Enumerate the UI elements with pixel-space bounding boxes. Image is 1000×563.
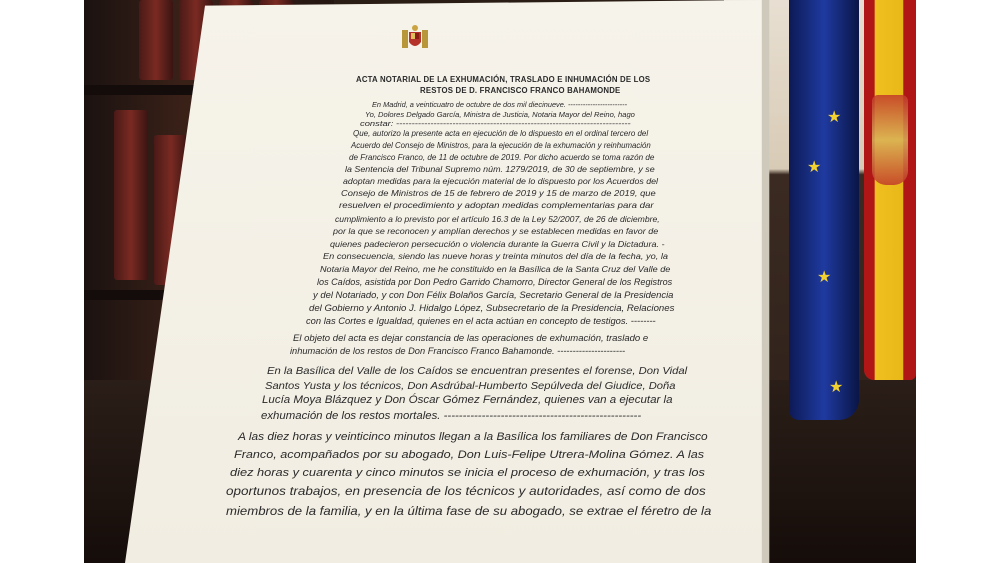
document-line: diez horas y cuarenta y cinco minutos se inicia el proceso de exhumación, y tras los (230, 467, 705, 479)
document-line: En la Basílica del Valle de los Caídos se encuentran presentes el forense, Don Vidal (267, 366, 688, 377)
document-title: ACTA NOTARIAL DE LA EXHUMACIÓN, TRASLADO E INHUMACIÓN DE LOS (356, 75, 651, 84)
document-line: oportunos trabajos, en presencia de los técnicos y autoridades, así como de dos (226, 486, 706, 498)
document-line: Notaria Mayor del Reino, me he constituido en la Basílica de la Santa Cruz del Valle de (320, 264, 671, 274)
document-line: por la que se reconocen y amplían derechos y se establecen medidas en favor de (333, 226, 659, 236)
document-line: de Francisco Franco, de 11 de octubre de 2019. Por dicho acuerdo se toma razón de (349, 153, 655, 162)
document-line: En Madrid, a veinticuatro de octubre de dos mil diecinueve. ------------------------ (372, 100, 628, 109)
document-line: Que, autorizo la presente acta en ejecución de lo dispuesto en el ordinal tercero del (353, 129, 649, 138)
document-line: miembros de la familia, y en la última fase de su abogado, se extrae el féretro de la (226, 505, 712, 518)
document-line: En consecuencia, siendo las nueve horas y treinta minutos del día de la fecha, yo, la (323, 251, 668, 261)
star-icon: ★ (807, 159, 822, 176)
document-line: constar: --------------------------------------------------------------------------- (360, 119, 631, 128)
document-line: Franco, acompañados por su abogado, Don Luis-Felipe Utrera-Molina Gómez. A las (234, 449, 705, 461)
document-line: adoptan medidas para la ejecución material de lo dispuesto por los Acuerdos del (343, 177, 659, 186)
document-line: quienes padecieron persecución o violencia durante la Guerra Civil y la Dictadura. - (330, 239, 665, 249)
document-title: RESTOS DE D. FRANCISCO FRANCO BAHAMONDE (420, 86, 621, 95)
document-line: El objeto del acta es dejar constancia de las operaciones de exhumación, traslado e (293, 332, 649, 343)
document-line: la Sentencia del Tribunal Supremo núm. 1279/2019, de 30 de septiembre, y se (345, 165, 655, 174)
document-line: con las Cortes e Igualdad, quienes en el acta actúan en concepto de testigos. -------- (306, 316, 656, 326)
document-line: los Caídos, asistida por Don Pedro Garrido Chamorro, Director General de los Registros (317, 277, 673, 287)
star-icon: ★ (817, 269, 832, 286)
document-line: del Gobierno y Antonio J. Hidalgo López, Subsecretario de la Presidencia, Relaciones (309, 303, 675, 313)
document-line: y del Notariado, y con Don Félix Bolaños García, Secretario General de la Presidencia (313, 290, 674, 300)
document-line: Acuerdo del Consejo de Ministros, para la ejecución de la exhumación y reinhumación (351, 141, 651, 150)
document-line: A las diez horas y veinticinco minutos llegan a la Basílica los familiares de Don Francisco (238, 431, 708, 443)
document-line: Yo, Dolores Delgado García, Ministra de Justicia, Notaria Mayor del Reino, hago (365, 110, 635, 119)
star-icon: ★ (829, 379, 844, 396)
document-line: resuelven el procedimiento y adoptan medidas complementarias para dar (339, 201, 654, 210)
document-line: Santos Yusta y los técnicos, Don Asdrúbal-Humberto Sepúlveda del Giudice, Doña (265, 380, 676, 392)
document-line: exhumación de los restos mortales. ---------------------------------------------------- (261, 410, 642, 422)
document-line: Lucía Moya Blázquez y Don Óscar Gómez Fernández, quienes van a ejecutar la (262, 394, 673, 406)
document-line: cumplimiento a lo previsto por el artículo 16.3 de la Ley 52/2007, de 26 de diciembre, (335, 214, 660, 224)
star-icon: ★ (827, 109, 842, 126)
document-line: Consejo de Ministros de 15 de febrero de 2019 y 15 de marzo de 2019, que (341, 189, 656, 198)
document-line: inhumación de los restos de Don Francisco Franco Bahamonde. ---------------------- (290, 346, 626, 357)
